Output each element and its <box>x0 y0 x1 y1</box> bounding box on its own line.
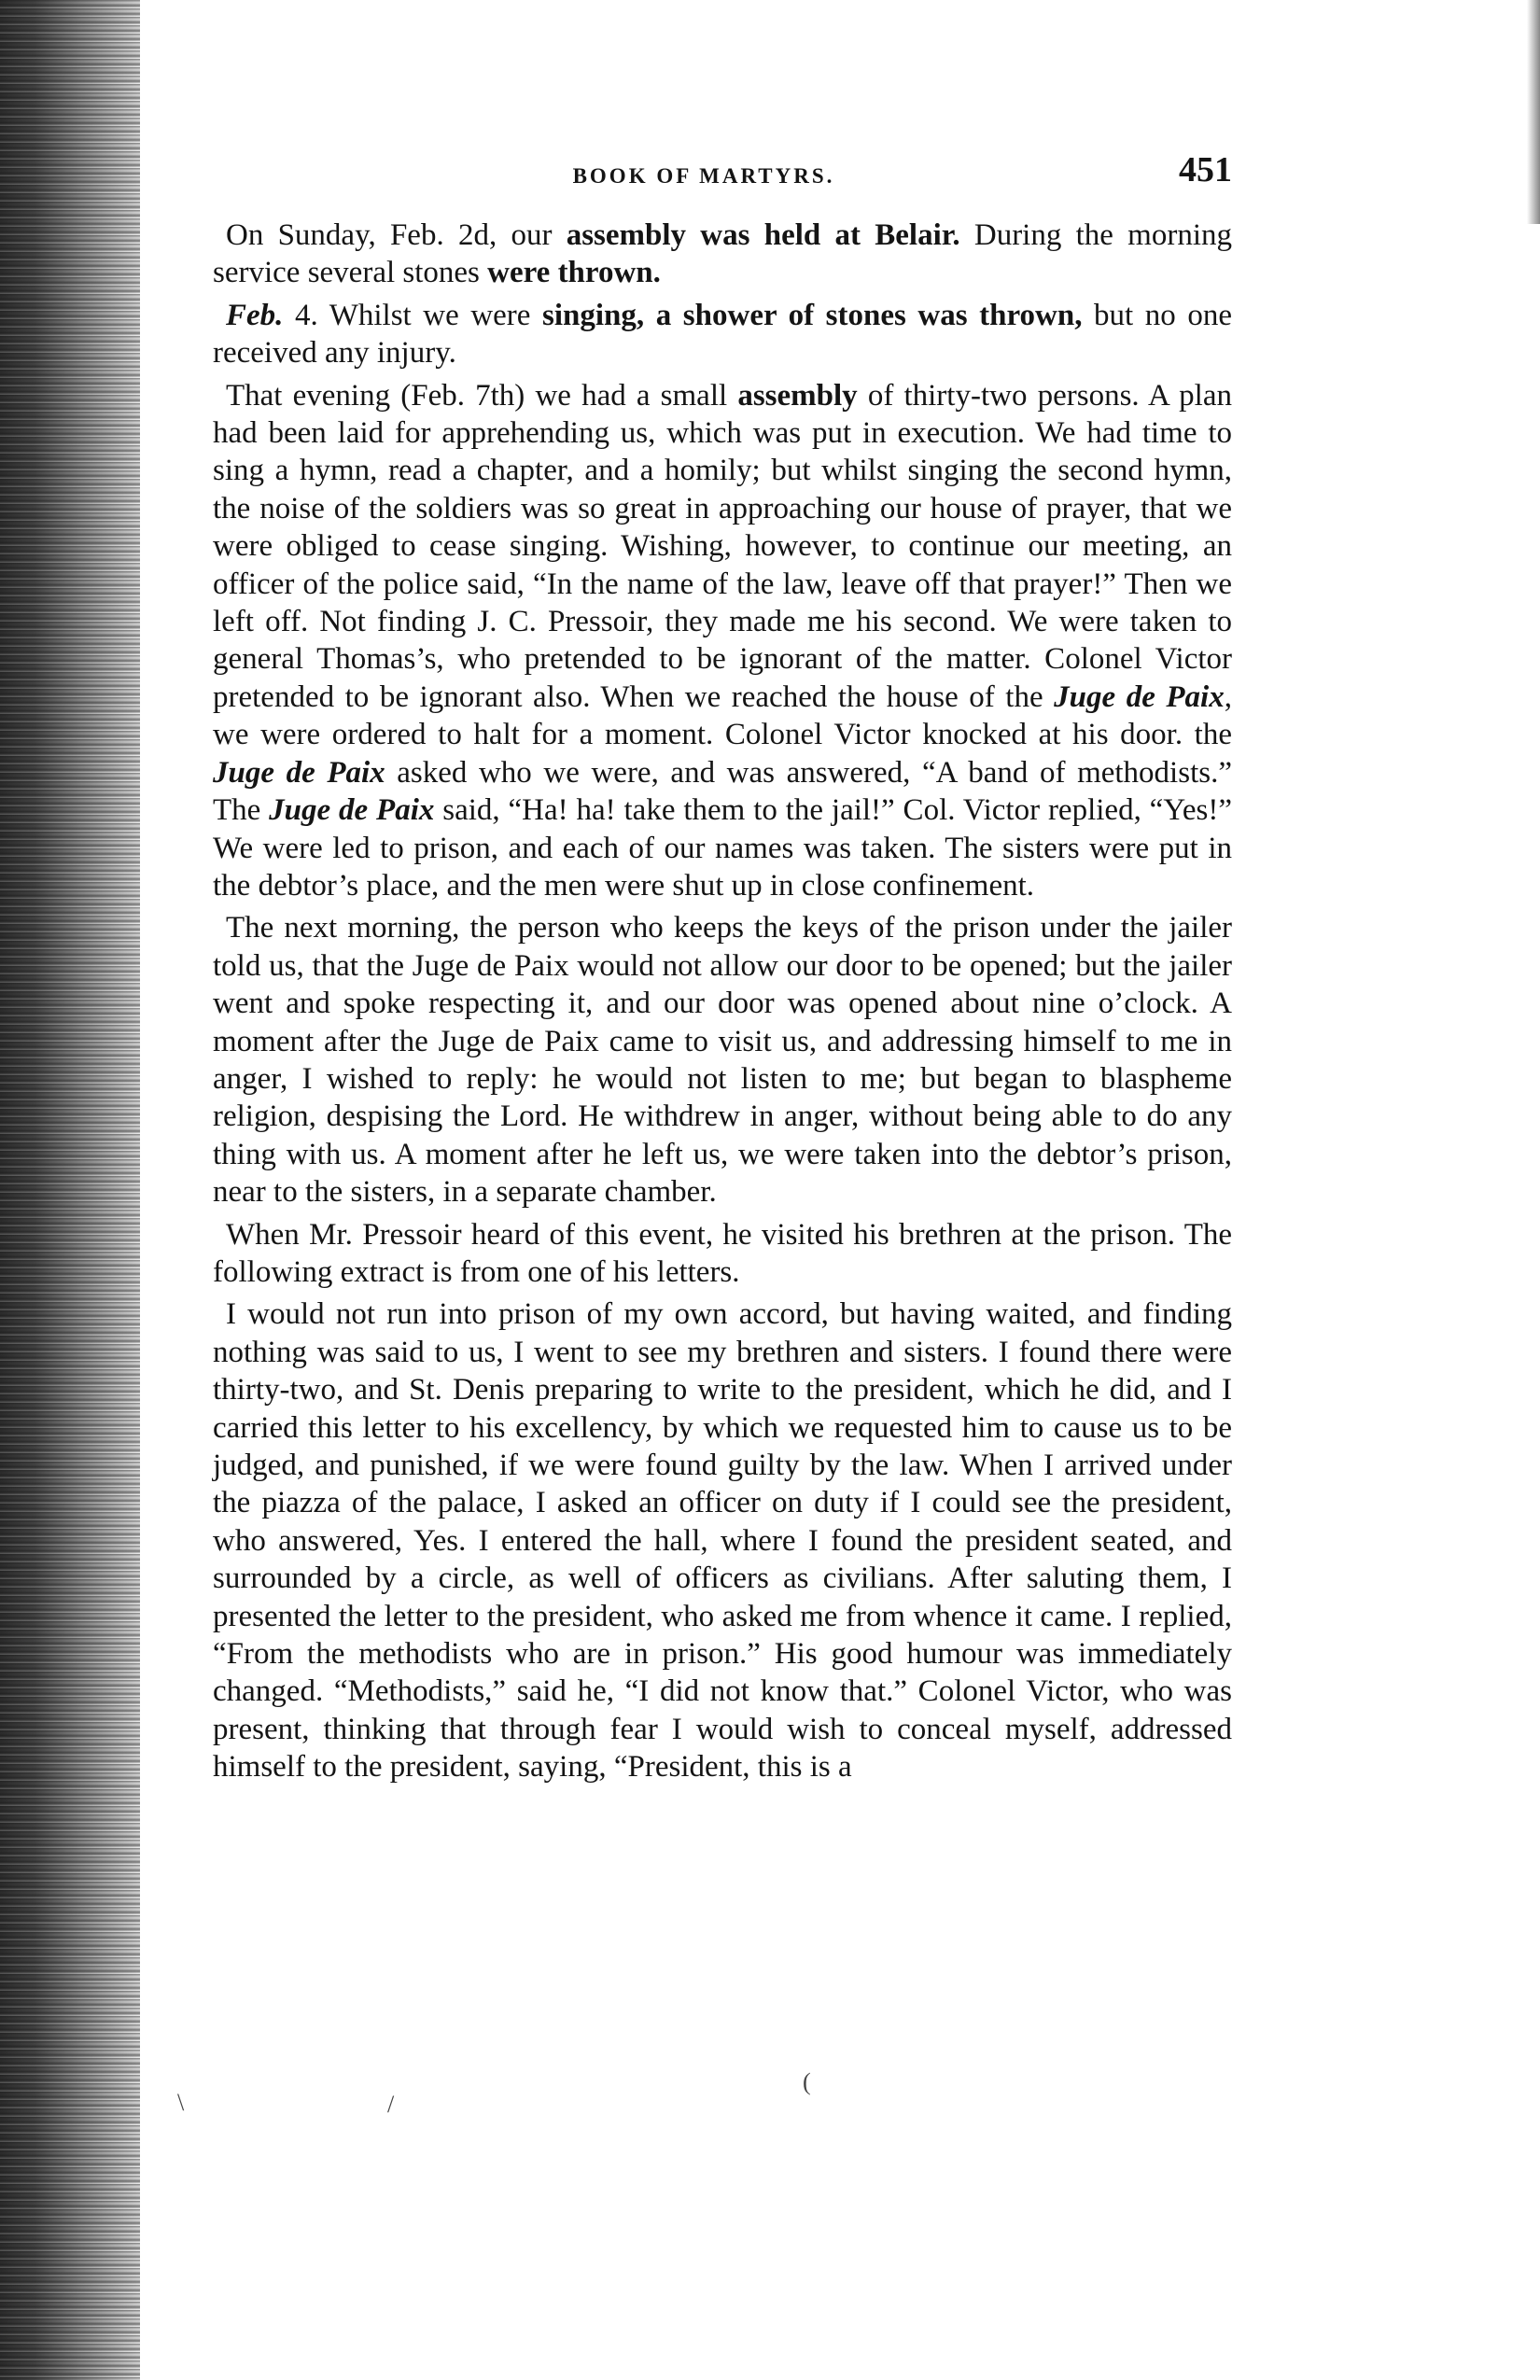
paragraph-1-text-a: On Sunday, Feb. 2d, our <box>226 218 567 252</box>
paragraph-4: The next morning, the person who keeps the keys of the prison under the jailer told us, that the Juge de Paix would not allow our door to be opened; but the jailer went and spoke respecting it, and our door was opened about nine o’clock. A moment after the Juge de Paix came to visit us, and addressing himself to me in anger, I wished to reply: he would not listen to me; but began to blaspheme religion, despising the Lord. He withdrew in anger, without being able to do any thing with us. A moment after he left us, we were taken into the debtor’s prison, near to the sisters, in a separate chamber. <box>213 911 1232 1210</box>
paragraph-2-text-a: 4. Whilst we were <box>283 298 543 332</box>
paragraph-5: When Mr. Pressoir heard of this event, he visited his brethren at the prison. The following extract is from one of his letters. <box>213 1217 1232 1289</box>
book-page <box>213 149 1232 1791</box>
paragraph-1-bold-a: assembly was held at Belair. <box>566 218 960 252</box>
paragraph-3-text-e: said, “Ha! ha! take them to the jail!” Col. Victor replied, “Yes!” We were led to prison, and each of our names was taken. The sisters were put in the debtor’s place, and the men were shut up in close confinement. <box>213 793 1232 903</box>
paragraph-2-bold-a: singing, a shower of stones was thrown, <box>542 298 1083 332</box>
paragraph-3-text-b: of thirty-two persons. A plan had been laid for apprehending us, which was put in execution. We had time to sing a hymn, read a chapter, and a homily; but whilst singing the second hymn, the noise of the soldiers was so great in approaching our house of prayer, that we were obliged to cease singing. Wishing, however, to continue our meeting, an officer of the police said, “In the name of the law, leave off that prayer!” Then we left off. Not finding J. C. Pressoir, they made me his second. We were taken to general Thomas’s, who pretended to be ignorant of the matter. Colonel Victor pretended to be ignorant also. When we reached the house of the <box>213 378 1232 714</box>
paragraph-2-italic: Feb. <box>226 298 284 332</box>
paragraph-2 <box>213 297 1232 372</box>
stray-mark-1: \ <box>177 2089 185 2116</box>
book-binding-edge <box>0 0 140 2380</box>
page-header <box>213 149 1232 215</box>
paragraph-1-bold-b: were thrown. <box>487 256 661 290</box>
stray-marks <box>177 2068 887 2118</box>
paragraph-1 <box>213 217 1232 292</box>
paragraph-3-text-c: , we were ordered to halt for a moment. Colonel Victor knocked at his door. the <box>213 679 1232 752</box>
paragraph-3-italic-2: Juge de Paix <box>213 755 385 790</box>
stray-mark-3: ( <box>803 2068 811 2095</box>
paragraph-3 <box>213 377 1232 905</box>
running-head: BOOK OF MARTYRS. <box>572 164 835 188</box>
paragraph-3-text-d: asked who we were, and was answered, “A band of methodists.” The <box>213 755 1232 828</box>
stray-mark-2: / <box>387 2091 395 2118</box>
page-number: 451 <box>1179 150 1232 189</box>
paragraph-3-italic-3: Juge de Paix <box>269 793 435 828</box>
paragraph-1-text-b: During the morning service several stones <box>213 218 1232 290</box>
paragraph-3-text-a: That evening (Feb. 7th) we had a small <box>226 378 738 413</box>
page-right-edge <box>1527 0 1540 224</box>
paragraph-3-bold-a: assembly <box>737 378 858 413</box>
paragraph-6: I would not run into prison of my own accord, but having waited, and finding nothing was said to us, I went to see my brethren and sisters. I found there were thirty-two, and St. Denis preparing to write to the president, which he did, and I carried this letter to his excellency, by which we requested him to cause us to be judged, and punished, if we were found guilty by the law. When I arrived under the piazza of the palace, I asked an officer on duty if I could see the president, who answered, Yes. I entered the hall, where I found the president seated, and surrounded by a circle, as well of officers as civilians. After saluting them, I presented the letter to the president, who asked me from whence it came. I replied, “From the methodists who are in prison.” His good humour was immediately changed. “Methodists,” said he, “I did not know that.” Colonel Victor, who was present, thinking that through fear I would wish to conceal myself, addressed himself to the president, saying, “President, this is a <box>213 1297 1232 1785</box>
paragraph-3-italic-1: Juge de Paix <box>1054 679 1225 714</box>
body-text <box>213 217 1232 1786</box>
paragraph-2-text-b: but no one received any injury. <box>213 298 1232 371</box>
